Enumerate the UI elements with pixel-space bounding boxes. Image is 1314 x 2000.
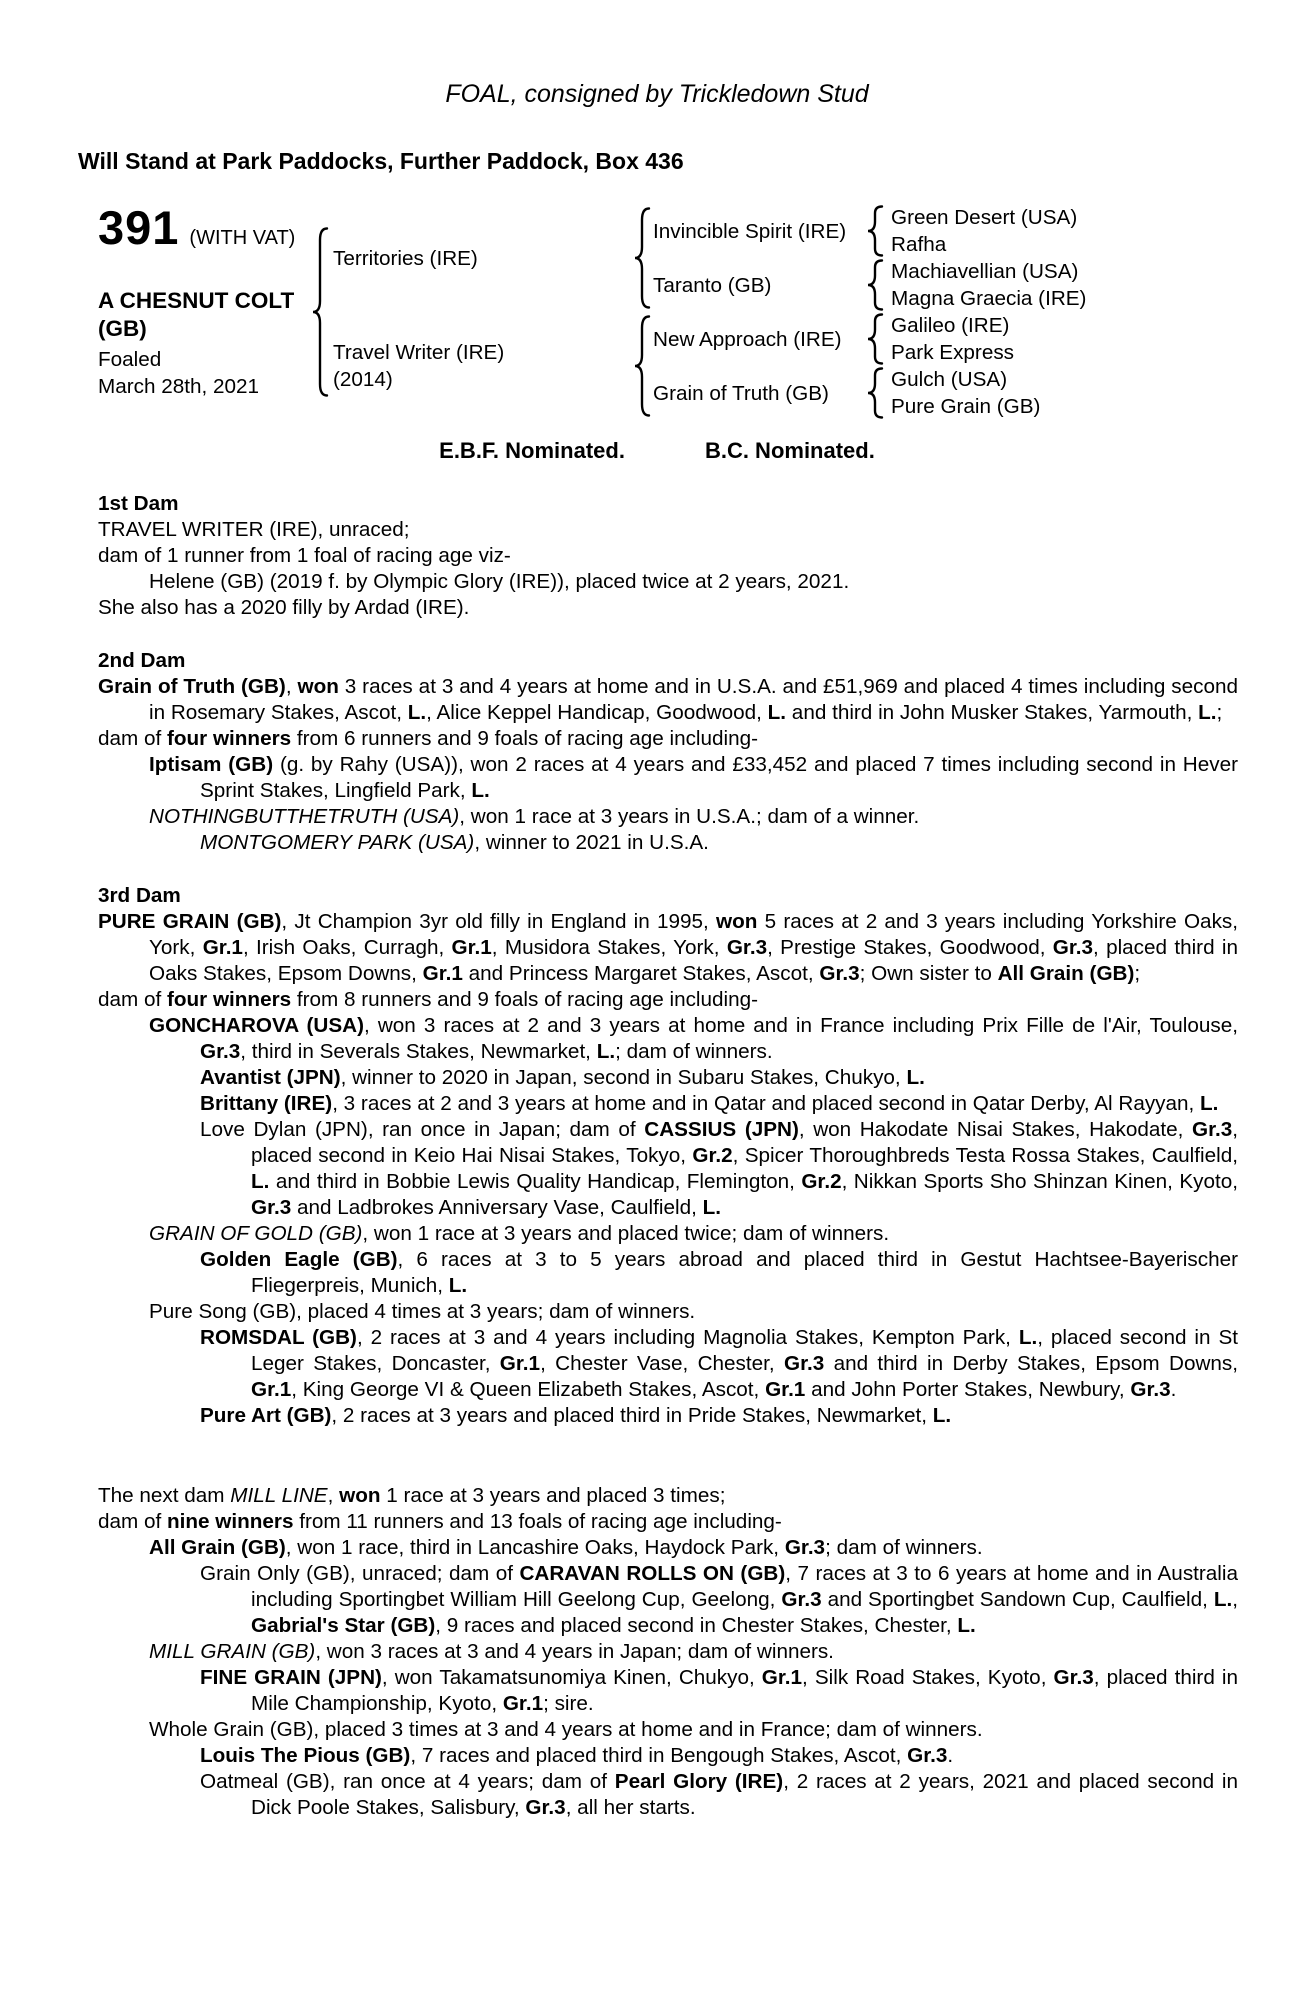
pedigree-brace [866, 313, 884, 365]
pedigree-paragraph: Whole Grain (GB), placed 3 times at 3 and 4 years at home and in France; dam of winners. [149, 1718, 983, 1741]
pedigree-paragraph: dam of four winners from 8 runners and 9 foals of racing age including- [98, 988, 759, 1011]
dam-section-heading: 1st Dam [98, 492, 179, 515]
pedigree-paragraph: Pure Song (GB), placed 4 times at 3 years; dam of winners. [149, 1300, 696, 1323]
dam-section [98, 648, 1238, 856]
stand-location: Will Stand at Park Paddocks, Further Paddock, Box 436 [78, 148, 684, 174]
dam-name: Travel Writer (IRE) [333, 341, 505, 364]
dam-section-heading: 3rd Dam [98, 884, 181, 907]
great-grandparent-name: Green Desert (USA) [891, 206, 1078, 229]
pedigree-paragraph: dam of 1 runner from 1 foal of racing age viz- [98, 544, 511, 567]
dam-name: (2014) [333, 368, 393, 391]
pedigree-brace [866, 259, 884, 311]
sire-name: Territories (IRE) [333, 246, 478, 270]
pedigree-paragraph: Pure Art (GB), 2 races at 3 years and placed third in Pride Stakes, Newmarket, L. [200, 1404, 952, 1427]
dam-section [98, 1483, 1238, 1821]
consignment-header: FOAL, consigned by Trickledown Stud [445, 80, 869, 108]
pedigree-paragraph: TRAVEL WRITER (IRE), unraced; [98, 518, 410, 541]
great-grandparent-name: Machiavellian (USA) [891, 260, 1079, 283]
great-grandparent-name: Gulch (USA) [891, 368, 1008, 391]
great-grandparent-name: Pure Grain (GB) [891, 395, 1041, 418]
great-grandparent-name: Galileo (IRE) [891, 314, 1010, 337]
pedigree-brace [866, 367, 884, 419]
pedigree-paragraph: ROMSDAL (GB), 2 races at 3 and 4 years including Magnolia Stakes, Kempton Park, L., placed second in St Leger Stakes, Doncaster, Gr.1, Chester Vase, Chester, Gr.3 and third in Derby Stakes, Epsom Downs, Gr.1, King George VI & Queen Elizabeth Stakes, Ascot, Gr.1 and John Porter Stakes, Newbury, Gr.3. [200, 1326, 1238, 1401]
great-grandparent-name: Park Express [891, 341, 1015, 364]
bc-nomination: B.C. Nominated. [704, 438, 875, 463]
pedigree-paragraph: Iptisam (GB) (g. by Rahy (USA)), won 2 races at 4 years and £33,452 and placed 7 times including second in Hever Sprint Stakes, Lingfield Park, L. [149, 753, 1238, 802]
pedigree-paragraph: FINE GRAIN (JPN), won Takamatsunomiya Kinen, Chukyo, Gr.1, Silk Road Stakes, Kyoto, Gr.3, placed third in Mile Championship, Kyoto, Gr.1; sire. [200, 1666, 1238, 1715]
pedigree-brace [866, 205, 884, 257]
pedigree-paragraph: PURE GRAIN (GB), Jt Champion 3yr old filly in England in 1995, won 5 races at 2 and 3 years including Yorkshire Oaks, York, Gr.1, Irish Oaks, Curragh, Gr.1, Musidora Stakes, York, Gr.3, Prestige Stakes, Goodwood, Gr.3, placed third in Oaks Stakes, Epsom Downs, Gr.1 and Princess Margaret Stakes, Ascot, Gr.3; Own sister to All Grain (GB); [98, 910, 1239, 985]
grandparent-name: Grain of Truth (GB) [653, 381, 829, 405]
grandparent-name: New Approach (IRE) [653, 327, 842, 351]
pedigree-paragraph: Helene (GB) (2019 f. by Olympic Glory (IRE)), placed twice at 2 years, 2021. [149, 570, 850, 593]
pedigree-paragraph: She also has a 2020 filly by Ardad (IRE). [98, 596, 470, 619]
pedigree-paragraph: dam of nine winners from 11 runners and 13 foals of racing age including- [98, 1510, 782, 1533]
pedigree-paragraph: Oatmeal (GB), ran once at 4 years; dam of Pearl Glory (IRE), 2 races at 2 years, 2021 and placed second in Dick Poole Stakes, Salisbury, Gr.3, all her starts. [200, 1770, 1238, 1819]
pedigree-paragraph: Louis The Pious (GB), 7 races and placed third in Bengough Stakes, Ascot, Gr.3. [200, 1744, 954, 1767]
dam-section-heading: 2nd Dam [98, 649, 186, 672]
lot-number: 391 [98, 201, 180, 254]
pedigree-brace [633, 207, 651, 309]
dam-section [98, 491, 1238, 621]
pedigree-paragraph: Grain Only (GB), unraced; dam of CARAVAN ROLLS ON (GB), 7 races at 3 to 6 years at home and in Australia including Sportingbet William Hill Geelong Cup, Geelong, Gr.3 and Sportingbet Sandown Cup, Caulfield, L., Gabrial's Star (GB), 9 races and placed second in Chester Stakes, Chester, L. [200, 1562, 1238, 1637]
horse-description-line2: (GB) [98, 316, 147, 341]
vat-note: (WITH VAT) [189, 227, 296, 249]
pedigree-paragraph: Grain of Truth (GB), won 3 races at 3 and 4 years at home and in U.S.A. and £51,969 and placed 4 times including second in Rosemary Stakes, Ascot, L., Alice Keppel Handicap, Goodwood, L. and third in John Musker Stakes, Yarmouth, L.; [98, 675, 1239, 724]
ebf-nomination: E.B.F. Nominated. [439, 438, 625, 463]
pedigree-brace [633, 315, 651, 417]
pedigree-paragraph: Love Dylan (JPN), ran once in Japan; dam of CASSIUS (JPN), won Hakodate Nisai Stakes, Hakodate, Gr.3, placed second in Keio Hai Nisai Stakes, Tokyo, Gr.2, Spicer Thoroughbreds Testa Rossa Stakes, Caulfield, L. and third in Bobbie Lewis Quality Handicap, Flemington, Gr.2, Nikkan Sports Sho Shinzan Kinen, Kyoto, Gr.3 and Ladbrokes Anniversary Vase, Caulfield, L. [200, 1118, 1239, 1219]
pedigree-paragraph: MILL GRAIN (GB), won 3 races at 3 and 4 years in Japan; dam of winners. [149, 1640, 834, 1663]
pedigree-paragraph: MONTGOMERY PARK (USA), winner to 2021 in U.S.A. [200, 831, 709, 854]
grandparent-name: Taranto (GB) [653, 273, 772, 297]
dam-section [98, 883, 1238, 1429]
nominations-line [0, 438, 1314, 464]
foaled-date: March 28th, 2021 [98, 375, 260, 398]
great-grandparent-name: Rafha [891, 233, 947, 256]
foaled-label: Foaled [98, 348, 162, 371]
pedigree-paragraph: Brittany (IRE), 3 races at 2 and 3 years at home and in Qatar and placed second in Qatar Derby, Al Rayyan, L. [200, 1092, 1219, 1115]
grandparent-name: Invincible Spirit (IRE) [653, 219, 847, 243]
pedigree-text [98, 491, 1238, 1821]
pedigree-paragraph: Golden Eagle (GB), 6 races at 3 to 5 years abroad and placed third in Gestut Hachtsee-Bayerischer Fliegerpreis, Munich, L. [200, 1248, 1238, 1297]
pedigree-paragraph: dam of four winners from 6 runners and 9 foals of racing age including- [98, 727, 759, 750]
pedigree-paragraph: All Grain (GB), won 1 race, third in Lancashire Oaks, Haydock Park, Gr.3; dam of winners. [149, 1536, 983, 1559]
pedigree-paragraph: NOTHINGBUTTHETRUTH (USA), won 1 race at 3 years in U.S.A.; dam of a winner. [149, 805, 920, 828]
pedigree-paragraph: The next dam MILL LINE, won 1 race at 3 years and placed 3 times; [98, 1484, 726, 1507]
pedigree-paragraph: GRAIN OF GOLD (GB), won 1 race at 3 years and placed twice; dam of winners. [149, 1222, 890, 1245]
pedigree-brace [311, 227, 329, 397]
pedigree-paragraph: GONCHAROVA (USA), won 3 races at 2 and 3 years at home and in France including Prix Fille de l'Air, Toulouse, Gr.3, third in Severals Stakes, Newmarket, L.; dam of winners. [149, 1014, 1238, 1063]
pedigree-paragraph: Avantist (JPN), winner to 2020 in Japan, second in Subaru Stakes, Chukyo, L. [200, 1066, 925, 1089]
great-grandparent-name: Magna Graecia (IRE) [891, 287, 1087, 310]
pedigree-table [98, 201, 1314, 422]
horse-description-line1: A CHESNUT COLT [98, 288, 295, 313]
